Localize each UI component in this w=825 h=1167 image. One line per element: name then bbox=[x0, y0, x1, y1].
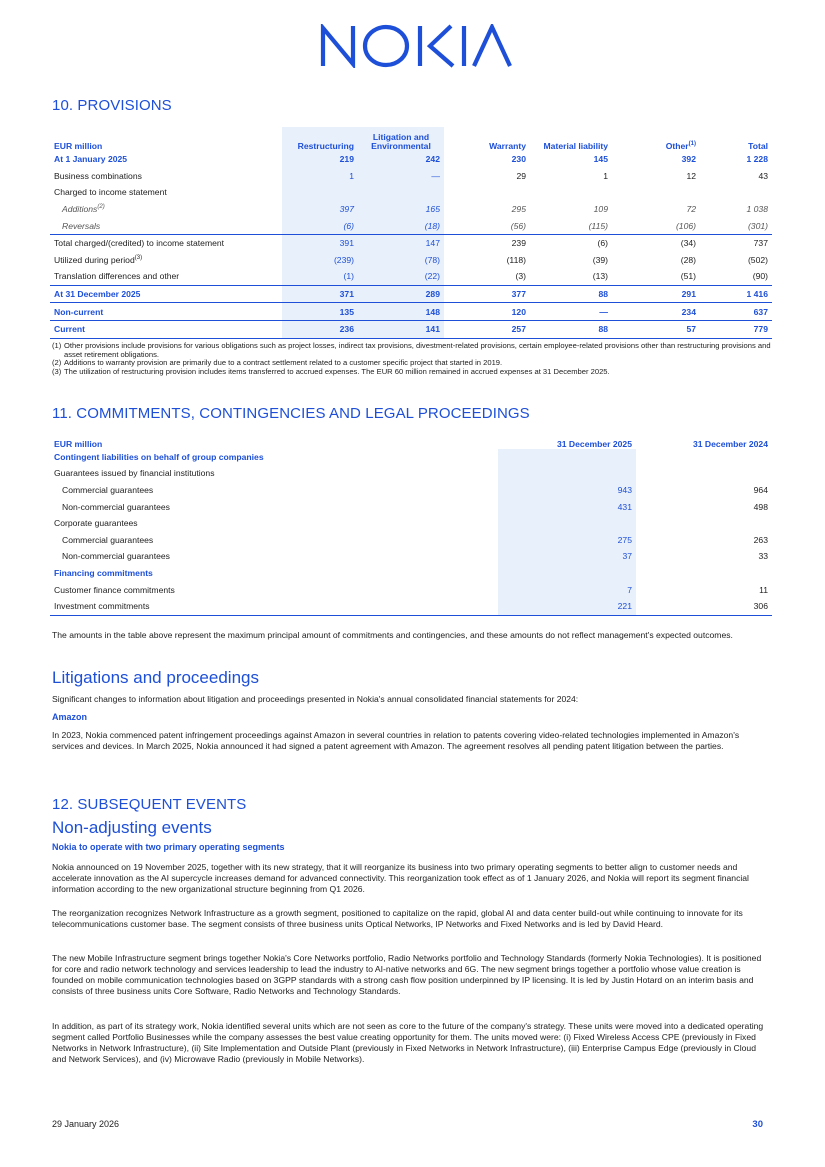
commitments-row-label: Guarantees issued by financial institutions bbox=[54, 468, 215, 479]
provisions-cell: (115) bbox=[588, 220, 608, 231]
commitments-cell-2024: 964 bbox=[753, 485, 768, 496]
provisions-cell: (3) bbox=[515, 271, 526, 282]
provisions-cell: (6) bbox=[282, 217, 358, 234]
provisions-row-label: At 1 January 2025 bbox=[54, 154, 128, 165]
provisions-row bbox=[50, 320, 772, 338]
provisions-cell: 737 bbox=[700, 234, 772, 251]
provisions-cell: 236 bbox=[282, 320, 358, 338]
subsequent-p2: The reorganization recognizes Network Infrastructure as a growth segment, positioned to capitalize on the rapid, global AI and data center build-out while continuing to innovate for its telecommunications customer base. The segment consists of three business units Optical Networks, IP Networks and Fixed Networks and is led by David Heard. bbox=[52, 908, 743, 929]
provisions-cell: (1) bbox=[282, 268, 358, 285]
provisions-cell bbox=[444, 184, 530, 201]
provisions-cell: 165 bbox=[358, 201, 444, 218]
provisions-cell: 371 bbox=[282, 285, 358, 303]
provisions-row-label: Total charged/(credited) to income statement bbox=[50, 234, 282, 251]
commitments-cell-2025: 221 bbox=[498, 598, 636, 615]
provisions-cell: 145 bbox=[593, 154, 608, 165]
commitments-header-row bbox=[50, 432, 772, 449]
provisions-cell: (34) bbox=[612, 234, 700, 251]
subsequent-p3: The new Mobile Infrastructure segment brings together Nokia's Core Networks portfolio, Radio Networks portfolio and Technology Standards (formerly Nokia Technologies). It is positioned for core and radio network technology and services leadership to lead the industry to AI-native networks and 6G. The new segment brings together a portfolio whose value creation is founded on mobile communication technologies based on 3GPP standards with a strong cash flow position underpinned by IP licensing. It is led by Justin Hotard on an interim basis and consists of three business units Core Software, Radio Networks and Technology Standards. bbox=[52, 953, 762, 996]
commitments-cell-2024 bbox=[636, 515, 772, 532]
header-warranty: Warranty bbox=[489, 141, 526, 151]
header-2024: 31 December 2024 bbox=[692, 438, 768, 449]
commitments-cell-2025: 943 bbox=[498, 482, 636, 499]
provisions-cell: (13) bbox=[592, 271, 608, 282]
provisions-cell bbox=[700, 184, 772, 201]
footnote-3: (3) The utilization of restructuring provision includes items transferred to accrued expenses. The EUR 60 million remained in accrued expenses at 31 December 2025. bbox=[52, 366, 610, 376]
provisions-cell: (239) bbox=[282, 252, 358, 269]
commitments-row-label: Commercial guarantees bbox=[62, 534, 154, 545]
provisions-cell: 257 bbox=[444, 320, 530, 338]
commitments-cell-2025 bbox=[498, 565, 636, 582]
commitments-cell-2024 bbox=[636, 565, 772, 582]
provisions-footnotes bbox=[52, 342, 777, 376]
commitments-cell-2024: 33 bbox=[758, 551, 768, 562]
provisions-cell: 377 bbox=[444, 285, 530, 303]
commitments-row bbox=[50, 581, 772, 598]
subsequent-p1: Nokia announced on 19 November 2025, together with its new strategy, that it will reorganize its business into two primary operating segments to better align to customer needs and accelerate innovation as the AI supercycle increases demand for advanced connectivity. This reorganization took effect as of 1 January 2026, and Nokia will report its segment financial information according to the new organizational structure beginning from Q1 2026. bbox=[52, 862, 749, 894]
amazon-text: In 2023, Nokia commenced patent infringement proceedings against Amazon in several countries in relation to patents covering video-related technologies implemented in Amazon's services and devices. In March 2025, Nokia announced it had signed a patent agreement with Amazon. The agreement resolves all pending patent litigation between the parties. bbox=[52, 730, 740, 751]
segments-heading: Nokia to operate with two primary operating segments bbox=[52, 842, 285, 852]
commitments-cell-2025 bbox=[498, 465, 636, 482]
provisions-cell: (118) bbox=[506, 254, 526, 265]
commitments-cell-2024 bbox=[636, 449, 772, 466]
provisions-cell: (18) bbox=[358, 217, 444, 234]
commitments-row-label: Financing commitments bbox=[54, 568, 153, 579]
provisions-cell: (22) bbox=[358, 268, 444, 285]
provisions-cell: — bbox=[530, 303, 612, 321]
provisions-cell: 72 bbox=[686, 204, 696, 215]
provisions-row-label: Reversals bbox=[62, 220, 101, 231]
provisions-row-label: Non-current bbox=[50, 303, 282, 321]
provisions-cell: 239 bbox=[444, 234, 530, 251]
commitments-row-label: Corporate guarantees bbox=[54, 518, 138, 529]
provisions-cell: 57 bbox=[612, 320, 700, 338]
provisions-cell: 392 bbox=[681, 154, 696, 165]
provisions-cell: 289 bbox=[358, 285, 444, 303]
provisions-row-label: Translation differences and other bbox=[54, 271, 180, 282]
provisions-header-label: EUR million bbox=[54, 141, 103, 151]
provisions-cell: 1 bbox=[603, 170, 608, 181]
header-restructuring: Restructuring bbox=[282, 127, 358, 151]
provisions-cell: (301) bbox=[747, 220, 768, 231]
provisions-header-row bbox=[50, 127, 772, 151]
provisions-row bbox=[50, 151, 772, 168]
provisions-cell bbox=[530, 184, 612, 201]
section-10-title: 10. PROVISIONS bbox=[52, 97, 172, 114]
provisions-row-label: At 31 December 2025 bbox=[50, 285, 282, 303]
provisions-cell: 242 bbox=[358, 151, 444, 168]
provisions-cell: 12 bbox=[686, 170, 696, 181]
litigations-intro: Significant changes to information about litigation and proceedings presented in Nokia's annual consolidated financial statements for 2024: bbox=[52, 694, 579, 704]
provisions-cell: 234 bbox=[612, 303, 700, 321]
provisions-row bbox=[50, 252, 772, 269]
provisions-cell: 219 bbox=[282, 151, 358, 168]
commitments-row bbox=[50, 532, 772, 549]
provisions-cell: 29 bbox=[516, 170, 526, 181]
commitments-cell-2025 bbox=[498, 515, 636, 532]
provisions-cell bbox=[358, 184, 444, 201]
commitments-cell-2024: 263 bbox=[753, 534, 768, 545]
provisions-cell: 43 bbox=[758, 170, 768, 181]
provisions-row bbox=[50, 184, 772, 201]
litigations-title: Litigations and proceedings bbox=[52, 668, 259, 687]
commitments-row-label: Customer finance commitments bbox=[54, 584, 175, 595]
commitments-cell-2024: 11 bbox=[759, 584, 768, 595]
header-2025: 31 December 2025 bbox=[556, 438, 632, 449]
provisions-cell: 295 bbox=[511, 204, 526, 215]
provisions-cell: 230 bbox=[511, 154, 526, 165]
footnote-1: (1) Other provisions include provisions for various obligations such as project losses, indirect tax provisions, divestment-related provisions, certain employee-related provisions other than restructuring provisions and asset retirement obligations. bbox=[52, 341, 771, 359]
provisions-cell: (28) bbox=[680, 254, 696, 265]
provisions-cell: (56) bbox=[510, 220, 526, 231]
provisions-row-label: Charged to income statement bbox=[54, 187, 167, 198]
commitments-row bbox=[50, 482, 772, 499]
provisions-cell bbox=[282, 184, 358, 201]
commitments-row bbox=[50, 548, 772, 565]
provisions-cell: (6) bbox=[530, 234, 612, 251]
commitments-cell-2024: 306 bbox=[636, 598, 772, 615]
provisions-row bbox=[50, 217, 772, 234]
commitments-row-label: Contingent liabilities on behalf of group companies bbox=[54, 451, 264, 462]
provisions-cell: (51) bbox=[680, 271, 696, 282]
provisions-cell: 391 bbox=[282, 234, 358, 251]
header-litigation: Litigation and Environmental bbox=[358, 127, 444, 151]
provisions-cell: (106) bbox=[675, 220, 696, 231]
commitments-cell-2025: 275 bbox=[498, 532, 636, 549]
provisions-cell: 135 bbox=[282, 303, 358, 321]
provisions-cell: (39) bbox=[592, 254, 608, 265]
commitments-cell-2025: 7 bbox=[498, 581, 636, 598]
provisions-row bbox=[50, 285, 772, 303]
provisions-cell: 291 bbox=[612, 285, 700, 303]
provisions-cell: 147 bbox=[358, 234, 444, 251]
provisions-cell: 1 038 bbox=[746, 204, 768, 215]
provisions-row bbox=[50, 234, 772, 251]
provisions-cell bbox=[612, 184, 700, 201]
provisions-cell: 397 bbox=[282, 201, 358, 218]
provisions-cell: 637 bbox=[700, 303, 772, 321]
commitments-row bbox=[50, 465, 772, 482]
nokia-logo bbox=[320, 24, 512, 68]
provisions-row-label: Current bbox=[50, 320, 282, 338]
header-material: Material liability bbox=[543, 141, 608, 151]
commitments-cell-2025 bbox=[498, 449, 636, 466]
commitments-row bbox=[50, 515, 772, 532]
provisions-cell: 88 bbox=[530, 320, 612, 338]
provisions-cell: 1 bbox=[282, 168, 358, 185]
subsequent-p4: In addition, as part of its strategy work, Nokia identified several units which are not seen as core to the future of the company's strategy. These units were moved into a dedicated operating segment called Portfolio Businesses while the company assesses the best value creating opportunity for them. The units moved were: (i) Fixed Wireless Access CPE (previously in Fixed Networks in Network Infrastructure), (ii) Site Implementation and Outside Plant (previously in Fixed Networks in Network Infrastructure), (iii) Enterprise Campus Edge (previously in Cloud and Network Services), and (iv) Microwave Radio (previously in Mobile Networks). bbox=[52, 1021, 764, 1064]
commitments-cell-2025: 431 bbox=[498, 498, 636, 515]
provisions-row bbox=[50, 201, 772, 218]
provisions-row-label: Additions$^{(2)}$ bbox=[62, 204, 105, 215]
page-number: 30 bbox=[752, 1119, 763, 1130]
commitments-header-label: EUR million bbox=[54, 438, 103, 449]
provisions-cell: 779 bbox=[700, 320, 772, 338]
commitments-note: The amounts in the table above represent the maximum principal amount of commitments and contingencies, and these amounts do not reflect management's expected outcomes. bbox=[52, 630, 733, 640]
provisions-cell: (78) bbox=[358, 252, 444, 269]
commitments-row-label: Non-commercial guarantees bbox=[62, 501, 170, 512]
commitments-row bbox=[50, 598, 772, 615]
commitments-cell-2024 bbox=[636, 465, 772, 482]
provisions-cell: 120 bbox=[444, 303, 530, 321]
provisions-cell: 1 416 bbox=[700, 285, 772, 303]
provisions-table bbox=[50, 127, 772, 339]
provisions-row-label: Business combinations bbox=[54, 170, 142, 181]
non-adjusting-title: Non-adjusting events bbox=[52, 818, 212, 837]
footnote-2: (2) Additions to warranty provision are primarily due to a contract settlement related to a customer specific project that started in 2019. bbox=[52, 358, 503, 368]
commitments-table bbox=[50, 432, 772, 616]
section-12-title: 12. SUBSEQUENT EVENTS bbox=[52, 796, 247, 813]
provisions-cell: 141 bbox=[358, 320, 444, 338]
provisions-cell: 88 bbox=[530, 285, 612, 303]
provisions-cell: 1 228 bbox=[746, 154, 768, 165]
commitments-cell-2024: 498 bbox=[753, 501, 768, 512]
commitments-row bbox=[50, 498, 772, 515]
footer-date: 29 January 2026 bbox=[52, 1119, 120, 1129]
provisions-cell: 148 bbox=[358, 303, 444, 321]
commitments-row-label: Investment commitments bbox=[50, 598, 498, 615]
provisions-cell: 109 bbox=[593, 204, 608, 215]
provisions-row bbox=[50, 268, 772, 285]
commitments-cell-2025: 37 bbox=[498, 548, 636, 565]
commitments-row bbox=[50, 449, 772, 466]
amazon-title: Amazon bbox=[52, 712, 88, 722]
commitments-row-label: Non-commercial guarantees bbox=[62, 551, 170, 562]
provisions-cell: (502) bbox=[747, 254, 768, 265]
provisions-cell: (90) bbox=[752, 271, 768, 282]
provisions-row-label: Utilized during period$^{(3)}$ bbox=[54, 254, 143, 265]
provisions-row bbox=[50, 303, 772, 321]
provisions-cell: — bbox=[358, 168, 444, 185]
commitments-row-label: Commercial guarantees bbox=[62, 485, 154, 496]
section-11-title: 11. COMMITMENTS, CONTINGENCIES AND LEGAL PROCEEDINGS bbox=[52, 405, 530, 422]
provisions-row bbox=[50, 168, 772, 185]
header-other: Other$^{(1)}$ bbox=[665, 141, 696, 151]
header-total: Total bbox=[748, 141, 768, 151]
commitments-row bbox=[50, 565, 772, 582]
